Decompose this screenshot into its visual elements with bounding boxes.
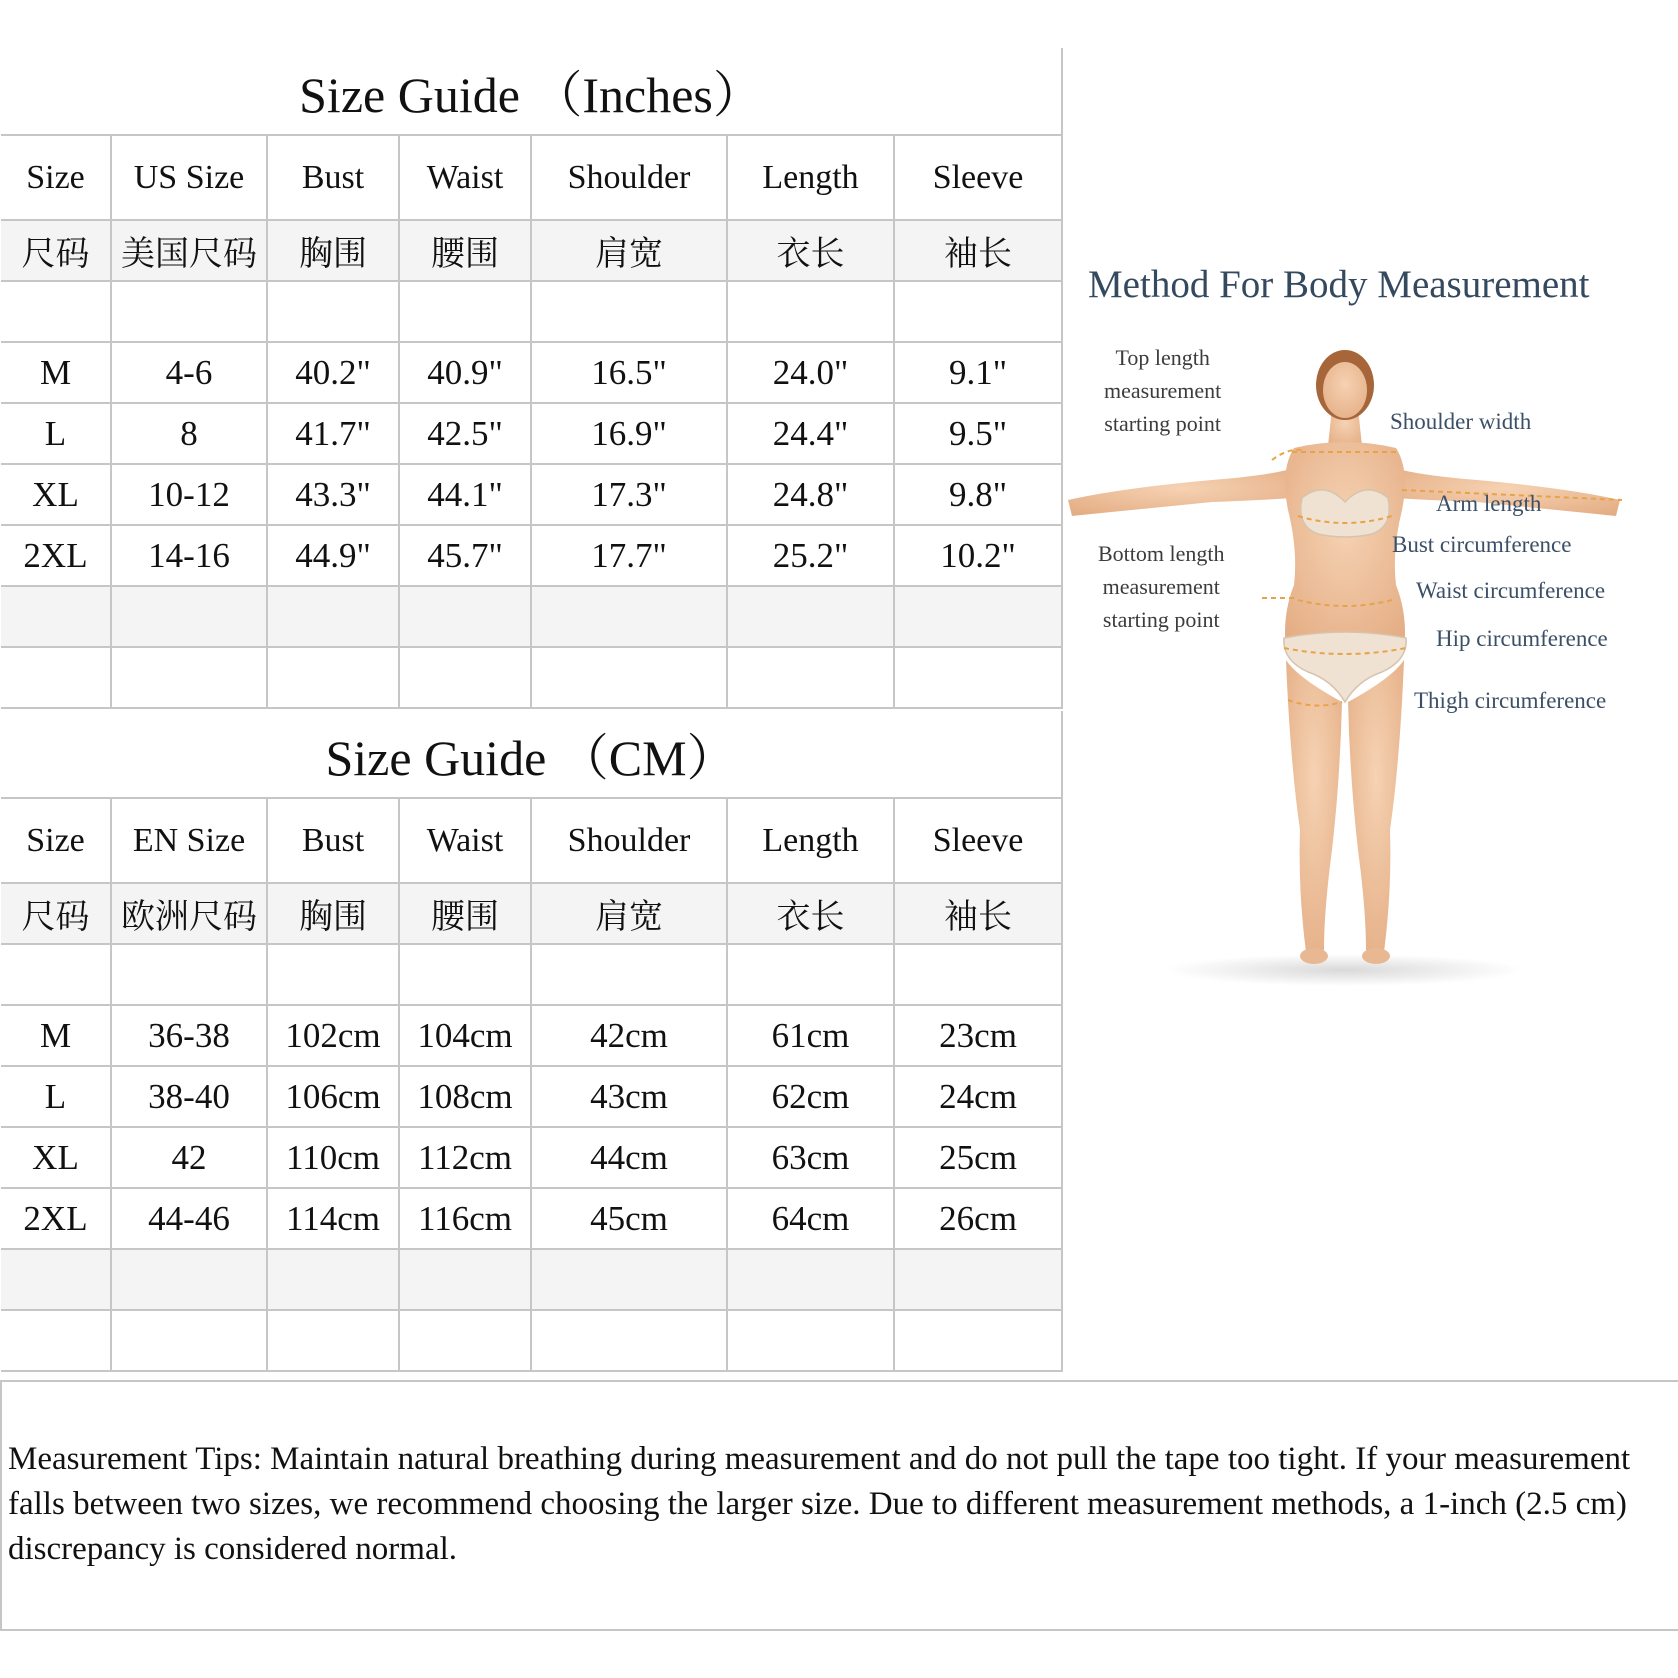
table-cell: 110cm [267, 1127, 399, 1188]
measurement-tips: Measurement Tips: Maintain natural breathing during measurement and do not pull the tape too tight. If your measurement falls between two sizes, we recommend choosing the larger size. Due to different measurement methods, a 1-inch (2.5 cm) discrepancy is considered normal. [8, 1441, 1631, 1567]
bust-circumference-label: Bust circumference [1392, 532, 1572, 557]
table-cell: 17.3" [531, 464, 727, 525]
table-cell: 9.5" [894, 403, 1062, 464]
table-cell: 17.7" [531, 525, 727, 586]
header-waist: Waist [399, 135, 531, 220]
table-cell: 41.7" [267, 403, 399, 464]
table-row [1, 1310, 1062, 1371]
table-cell: 61cm [727, 1005, 894, 1066]
table-cell: 2XL [1, 525, 111, 586]
bottom-length-label: Bottom length measurement starting point [1098, 541, 1225, 632]
table-cell: 36-38 [111, 1005, 267, 1066]
table-cell: 16.9" [531, 403, 727, 464]
table-cell: 24.8" [727, 464, 894, 525]
header-cn-bust: 胸围 [267, 883, 399, 944]
header-shoulder: Shoulder [531, 135, 727, 220]
measurement-diagram [1062, 250, 1678, 1070]
table-cell: L [1, 403, 111, 464]
waist-circumference-label: Waist circumference [1416, 578, 1606, 603]
table-row [1, 403, 1062, 464]
header-bust: Bust [267, 798, 399, 883]
header-cn-bust: 胸围 [267, 220, 399, 281]
header-cn-sleeve: 袖长 [894, 883, 1062, 944]
table-cell: M [1, 342, 111, 403]
table-cell: 64cm [727, 1188, 894, 1249]
table-row [1, 281, 1062, 342]
table-row [1, 944, 1062, 1005]
header-waist: Waist [399, 798, 531, 883]
table-cell: XL [1, 1127, 111, 1188]
cm-table-title: Size Guide （CM） [1, 711, 1062, 798]
header-shoulder: Shoulder [531, 798, 727, 883]
table-cell: 25cm [894, 1127, 1062, 1188]
header-cn-shoulder: 肩宽 [531, 883, 727, 944]
hip-circumference-label: Hip circumference [1436, 626, 1608, 651]
header-cn-sleeve: 袖长 [894, 220, 1062, 281]
table-cell: 112cm [399, 1127, 531, 1188]
table-row [1, 1005, 1062, 1066]
table-cell: 40.9" [399, 342, 531, 403]
table-cell: 26cm [894, 1188, 1062, 1249]
header-cn-us-size: 美国尺码 [111, 220, 267, 281]
header-length: Length [727, 135, 894, 220]
table-cell: 102cm [267, 1005, 399, 1066]
header-cn-waist: 腰围 [399, 220, 531, 281]
table-row [1, 1127, 1062, 1188]
table-cell: 116cm [399, 1188, 531, 1249]
table-cell: 114cm [267, 1188, 399, 1249]
table-cell: 44.9" [267, 525, 399, 586]
table-cell: 9.1" [894, 342, 1062, 403]
table-cell: 24cm [894, 1066, 1062, 1127]
table-cell: L [1, 1066, 111, 1127]
table-row [1, 647, 1062, 708]
table-row [1, 1249, 1062, 1310]
table-cell: 23cm [894, 1005, 1062, 1066]
header-cn-size: 尺码 [1, 220, 111, 281]
table-cell: 44cm [531, 1127, 727, 1188]
table-cell: 38-40 [111, 1066, 267, 1127]
header-cn-length: 衣长 [727, 220, 894, 281]
header-cn-size: 尺码 [1, 883, 111, 944]
table-cell: 104cm [399, 1005, 531, 1066]
table-cell: 108cm [399, 1066, 531, 1127]
table-cell: 16.5" [531, 342, 727, 403]
table-cell: 8 [111, 403, 267, 464]
thigh-circumference-label: Thigh circumference [1414, 688, 1607, 713]
table-cell: 10-12 [111, 464, 267, 525]
table-cell: 62cm [727, 1066, 894, 1127]
table-cell: 14-16 [111, 525, 267, 586]
table-cell: 106cm [267, 1066, 399, 1127]
table-row [1, 464, 1062, 525]
shoulder-width-label: Shoulder width [1390, 409, 1532, 434]
top-length-label: Top length measurement starting point [1104, 345, 1222, 436]
table-cell: 4-6 [111, 342, 267, 403]
table-row [1, 1066, 1062, 1127]
table-cell: 44-46 [111, 1188, 267, 1249]
header-bust: Bust [267, 135, 399, 220]
header-sleeve: Sleeve [894, 798, 1062, 883]
table-cell: 40.2" [267, 342, 399, 403]
table-cell: 42.5" [399, 403, 531, 464]
tips-divider [0, 1380, 1678, 1382]
table-cell: 10.2" [894, 525, 1062, 586]
table-cell: 24.0" [727, 342, 894, 403]
cm-size-table [1, 711, 1063, 1372]
header-en-size: EN Size [111, 798, 267, 883]
table-cell: 63cm [727, 1127, 894, 1188]
table-cell: 25.2" [727, 525, 894, 586]
inch-size-table [1, 48, 1063, 709]
arm-length-label: Arm length [1436, 491, 1542, 516]
table-cell: 44.1" [399, 464, 531, 525]
table-row [1, 525, 1062, 586]
table-cell: 42cm [531, 1005, 727, 1066]
table-cell: XL [1, 464, 111, 525]
header-size: Size [1, 135, 111, 220]
table-cell: 42 [111, 1127, 267, 1188]
table-cell: 45.7" [399, 525, 531, 586]
header-us-size: US Size [111, 135, 267, 220]
table-cell: 43.3" [267, 464, 399, 525]
header-cn-en-size: 欧洲尺码 [111, 883, 267, 944]
table-row [1, 342, 1062, 403]
table-cell: 45cm [531, 1188, 727, 1249]
header-cn-shoulder: 肩宽 [531, 220, 727, 281]
diagram-title: Method For Body Measurement [1088, 263, 1590, 306]
tips-border [0, 1380, 2, 1631]
header-length: Length [727, 798, 894, 883]
table-row [1, 1188, 1062, 1249]
table-cell: 9.8" [894, 464, 1062, 525]
table-row [1, 586, 1062, 647]
tips-divider [0, 1629, 1678, 1631]
header-cn-length: 衣长 [727, 883, 894, 944]
inch-table-title: Size Guide （Inches） [1, 48, 1062, 135]
table-cell: M [1, 1005, 111, 1066]
header-size: Size [1, 798, 111, 883]
header-sleeve: Sleeve [894, 135, 1062, 220]
table-cell: 2XL [1, 1188, 111, 1249]
table-cell: 43cm [531, 1066, 727, 1127]
header-cn-waist: 腰围 [399, 883, 531, 944]
table-cell: 24.4" [727, 403, 894, 464]
